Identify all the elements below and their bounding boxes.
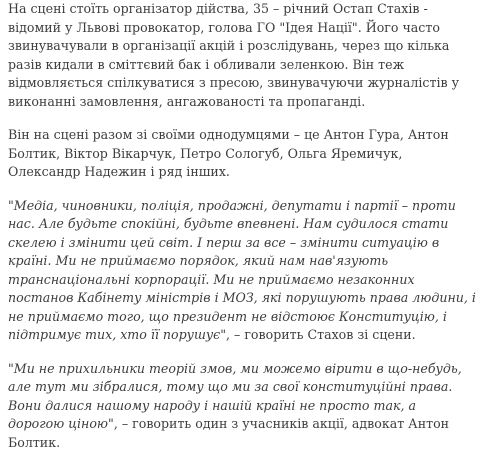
paragraph-associates: Він на сцені разом зі своїми однодумцями – це Антон Гура, Антон Болтик, Віктор Вікарчук, Петро Сологуб, Ольга Яремичук, Олександр Надежин і ряд інших.	[8, 126, 476, 182]
quote-text: "Ми не прихильники теорій змов, ми можемо вірити в що-небудь, але тут ми зібралися, тому що ми за свої конституційні права. Вони далися нашому народу і нашій країні не просто так, а дорогою ціною"	[8, 361, 462, 432]
paragraph-organizer: На сцені стоїть організатор дійства, 35 – річний Остап Стахів - відомий у Львові провокатор, голова ГО "Ідея Нації". Його часто звинувачували в організації акцій і розслідувань, через що кілька разів кидали в сміттєвий бак і обливали зеленкою. Він теж відмовляється спілкуватися з пресою, звинувачуючи журналістів у виконанні замовлення, ангажованості та пропаганді.	[8, 0, 476, 111]
quote-stakhiv	[8, 197, 476, 345]
quote-attribution: , – говорить Стахов зі сцени.	[226, 327, 416, 342]
quote-text: "Медіа, чиновники, поліція, продажні, депутати і партії – проти нас. Але будьте спокійні, будьте впевнені. Нам судилося стати скелею і змінити цей світ. І перш за все – змінити ситуацію в країні. Ми не приймаємо порядок, який нам нав'язують транснаціональні корпорації. Ми не приймаємо незаконних постанов Кабінету міністрів і МОЗ, які порушують права людини, і не приймаємо того, що президент не відстоює Конституцію, і підтримує тих, хто її порушує"	[8, 198, 476, 343]
quote-boltyk	[8, 360, 476, 452]
quote-attribution: , – говорить один з учасників акції, адвокат Антон Болтик.	[8, 416, 449, 450]
